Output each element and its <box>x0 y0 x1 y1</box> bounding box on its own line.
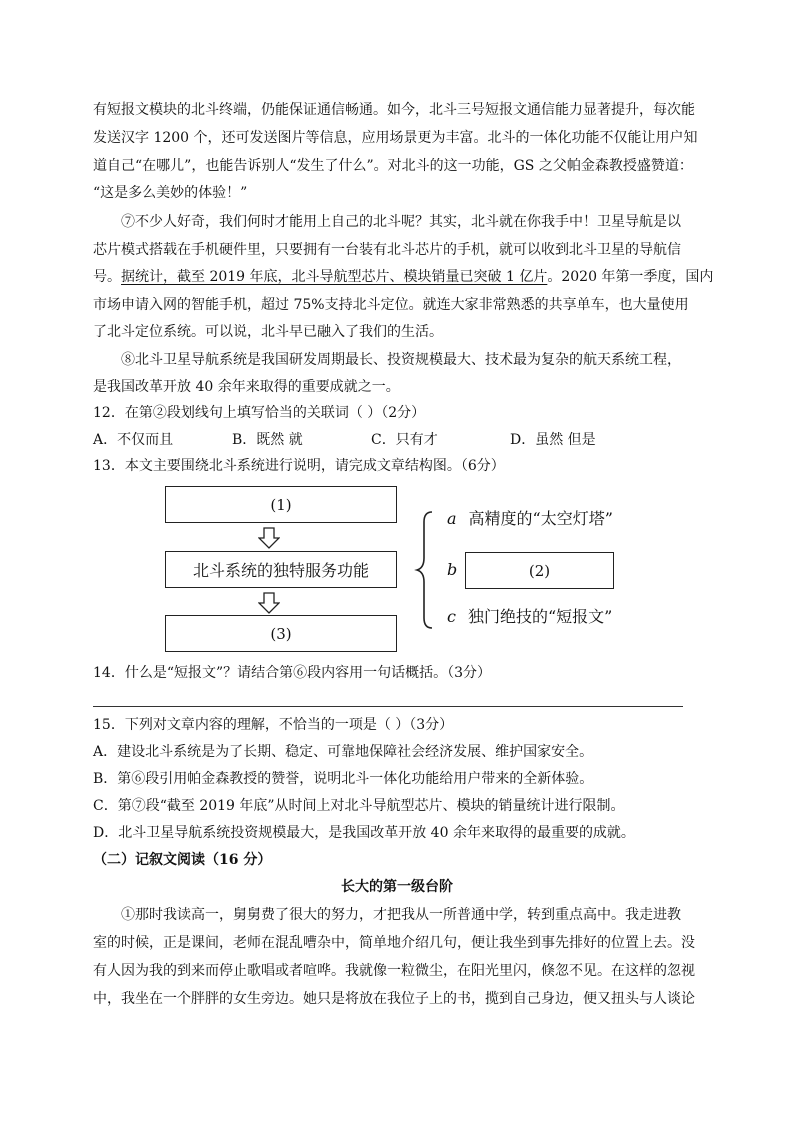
s2-p1-line-3: 有人因为我的到来而停止歌唱或者喧哗。我就像一粒微尘，在阳光里闪，倏忽不见。在这样的忽视 <box>93 963 695 979</box>
p6-line-4: “这是多么美妙的体验！” <box>93 185 248 201</box>
q14-stem: 14．什么是“短报文”？请结合第⑥段内容用一句话概括。（3分） <box>93 665 492 681</box>
branch-a-letter: a <box>447 509 457 528</box>
s2-p1-line-2: 室的时候，正是课间，老师在混乱嘈杂中，简单地介绍几句，便让我坐到事先排好的位置上去。没 <box>93 935 695 951</box>
diagram-branch-a <box>447 508 613 530</box>
p7-line-5: 了北斗定位系统。可以说，北斗早已融入了我们的生活。 <box>93 324 443 340</box>
p7-line-3-pre: 号。 <box>93 269 121 285</box>
p7-line-2: 芯片模式搭载在手机硬件里，只要拥有一台装有北斗芯片的手机，就可以收到北斗卫星的导航信 <box>93 242 681 258</box>
diagram-branch-c <box>447 606 612 628</box>
branch-a-text: 高精度的“太空灯塔” <box>468 509 613 528</box>
q15-option-d: D．北斗卫星导航系统投资规模最大，是我国改革开放 40 余年来取得的最重要的成就。 <box>93 825 635 841</box>
section2-heading: （二）记叙文阅读（16 分） <box>93 852 272 868</box>
q12-stem: 12．在第②段划线句上填写恰当的关联词（ ）（2分） <box>93 405 426 421</box>
diagram-box-3: (3) <box>165 615 397 652</box>
p6-line-1: 有短报文模块的北斗终端，仍能保证通信畅通。如今，北斗三号短报文通信能力显著提升，每次能 <box>93 102 695 118</box>
p7-line-3-post: 。2020 年第一季度，国内 <box>547 269 714 285</box>
q12-option-b: B．既然 就 <box>232 432 303 448</box>
diagram-box-2: (2) <box>465 552 614 589</box>
s2-p1-line-4: 中，我坐在一个胖胖的女生旁边。她只是将放在我位子上的书，揽到自己身边，便又扭头与人谈论 <box>93 991 695 1007</box>
branch-c-text: 独门绝技的“短报文” <box>467 607 613 626</box>
q12-option-c: C．只有才 <box>371 432 438 448</box>
curly-brace-icon <box>414 510 436 630</box>
down-arrow-icon <box>258 527 280 549</box>
q12-option-a: A．不仅而且 <box>93 432 174 448</box>
q14-answer-line[interactable] <box>93 706 683 707</box>
p6-line-2: 发送汉字 1200 个，还可发送图片等信息，应用场景更为丰富。北斗的一体化功能不仅能让用户知 <box>93 130 698 146</box>
down-arrow-icon <box>258 592 280 614</box>
diagram-box-1: (1) <box>165 486 397 523</box>
q12-option-d: D．虽然 但是 <box>510 432 596 448</box>
q15-stem: 15．下列对文章内容的理解，不恰当的一项是（ ）（3分） <box>93 717 454 733</box>
p7-line-4: 市场申请入网的智能手机，超过 75%支持北斗定位。就连大家非常熟悉的共享单车，也大量使用 <box>93 297 689 313</box>
p8-line-1: ⑧北斗卫星导航系统是我国研发周期最长、投资规模最大、技术最为复杂的航天系统工程， <box>121 352 681 368</box>
p7-line-3 <box>93 267 713 287</box>
p7-underlined-sentence: 据统计，截至 2019 年底，北斗导航型芯片、模块销量已突破 1 亿片 <box>121 269 548 285</box>
q15-option-c: C．第⑦段“截至 2019 年底”从时间上对北斗导航型芯片、模块的销量统计进行限制。 <box>93 798 625 814</box>
q15-option-b: B．第⑥段引用帕金森教授的赞誉，说明北斗一体化功能给用户带来的全新体验。 <box>93 771 594 787</box>
p8-line-2: 是我国改革开放 40 余年来取得的重要成就之一。 <box>93 379 400 395</box>
diagram-branch-b-letter: b <box>447 560 458 579</box>
q15-option-a: A．建设北斗系统是为了长期、稳定、可靠地保障社会经济发展、维护国家安全。 <box>93 744 594 760</box>
p6-line-3: 道自己“在哪儿”，也能告诉别人“发生了什么”。对北斗的这一功能，GS 之父帕金森教授盛赞道： <box>93 158 693 174</box>
p7-line-1: ⑦不少人好奇，我们何时才能用上自己的北斗呢？其实，北斗就在你我手中！卫星导航是以 <box>121 214 681 230</box>
section2-title: 长大的第一级台阶 <box>341 879 453 895</box>
branch-c-letter: c <box>447 607 456 626</box>
q13-stem: 13．本文主要围绕北斗系统进行说明，请完成文章结构图。（6分） <box>93 458 505 474</box>
s2-p1-line-1: ①那时我读高一，舅舅费了很大的努力，才把我从一所普通中学，转到重点高中。我走进教 <box>121 907 681 923</box>
diagram-box-center: 北斗系统的独特服务功能 <box>165 551 397 588</box>
